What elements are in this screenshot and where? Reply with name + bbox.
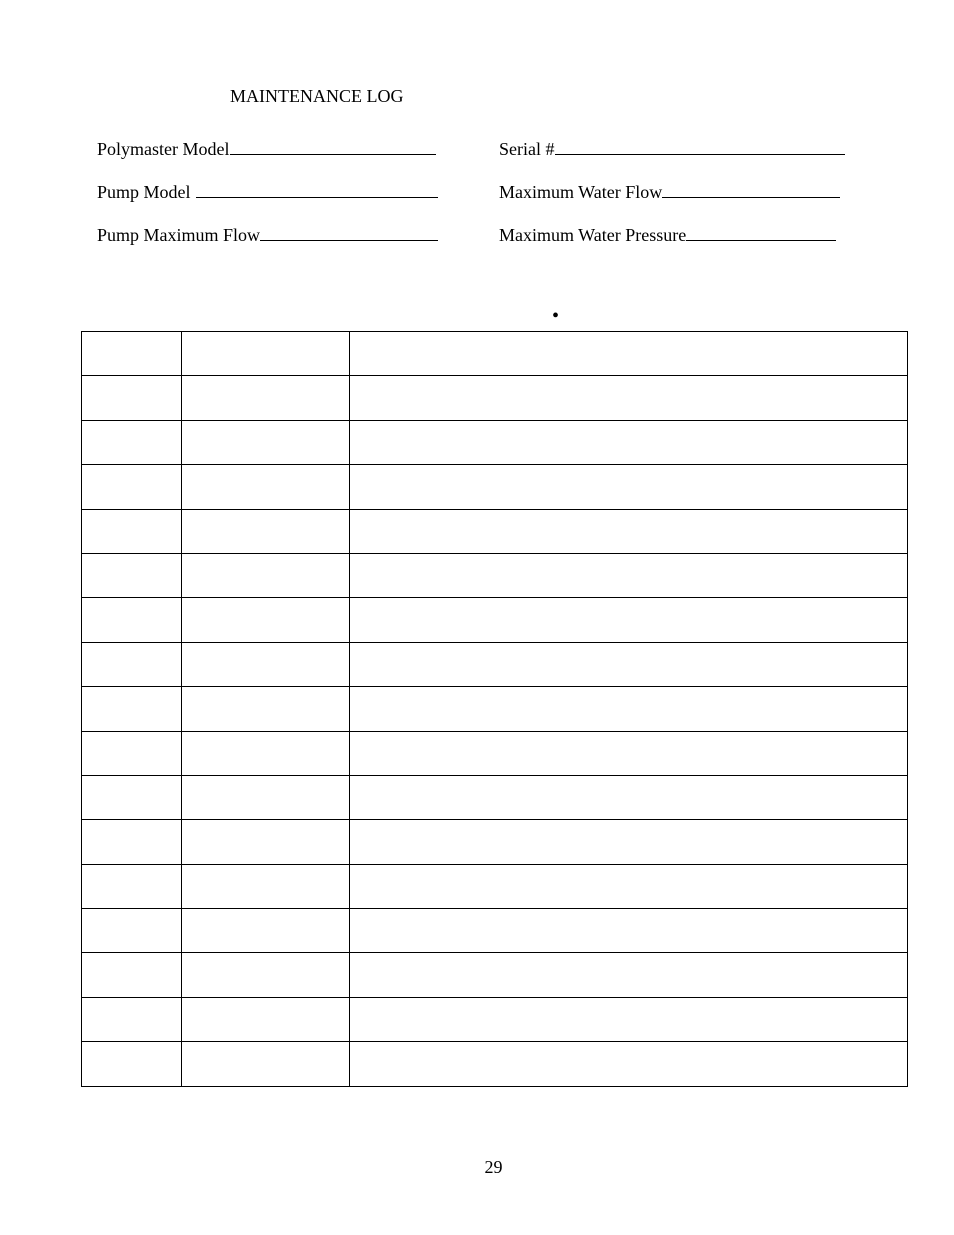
table-cell[interactable] (82, 509, 182, 553)
table-cell[interactable] (82, 332, 182, 376)
max-water-flow-label: Maximum Water Flow (499, 182, 663, 202)
pump-model-field[interactable] (97, 180, 438, 203)
table-cell[interactable] (182, 420, 350, 464)
table-cell[interactable] (182, 465, 350, 509)
pump-max-flow-blank[interactable] (260, 223, 438, 241)
max-water-pressure-field[interactable] (499, 223, 836, 246)
table-cell[interactable] (182, 953, 350, 997)
max-water-pressure-label: Maximum Water Pressure (499, 225, 687, 245)
max-water-pressure-blank[interactable] (686, 223, 836, 241)
polymaster-model-blank[interactable] (230, 137, 436, 155)
table-cell[interactable] (182, 1042, 350, 1086)
table-cell[interactable] (182, 332, 350, 376)
table-cell[interactable] (182, 553, 350, 597)
table-cell[interactable] (82, 642, 182, 686)
table-cell[interactable] (82, 731, 182, 775)
table-row (82, 997, 908, 1041)
serial-number-field[interactable] (499, 137, 845, 160)
table-cell[interactable] (350, 598, 908, 642)
table-row (82, 642, 908, 686)
serial-number-label: Serial # (499, 139, 555, 159)
table-cell[interactable] (182, 598, 350, 642)
maintenance-log-table (81, 331, 908, 1087)
table-row (82, 687, 908, 731)
pump-max-flow-field[interactable] (97, 223, 438, 246)
table-cell[interactable] (182, 997, 350, 1041)
table-cell[interactable] (182, 864, 350, 908)
table-cell[interactable] (350, 687, 908, 731)
table-cell[interactable] (350, 775, 908, 819)
table-row (82, 953, 908, 997)
table-cell[interactable] (182, 642, 350, 686)
table-cell[interactable] (82, 909, 182, 953)
bullet-mark: • (552, 305, 560, 327)
table-cell[interactable] (350, 820, 908, 864)
table-cell[interactable] (82, 465, 182, 509)
table-cell[interactable] (82, 420, 182, 464)
table-row (82, 820, 908, 864)
table-cell[interactable] (82, 820, 182, 864)
table-row (82, 376, 908, 420)
table-cell[interactable] (350, 332, 908, 376)
maintenance-log-body (82, 332, 908, 1087)
table-cell[interactable] (350, 909, 908, 953)
table-cell[interactable] (350, 553, 908, 597)
table-row (82, 598, 908, 642)
table-cell[interactable] (82, 376, 182, 420)
table-cell[interactable] (182, 731, 350, 775)
pump-max-flow-label: Pump Maximum Flow (97, 225, 261, 245)
table-cell[interactable] (82, 997, 182, 1041)
table-cell[interactable] (82, 953, 182, 997)
table-row (82, 909, 908, 953)
table-cell[interactable] (82, 864, 182, 908)
table-cell[interactable] (350, 864, 908, 908)
polymaster-model-field[interactable] (97, 137, 436, 160)
table-cell[interactable] (350, 376, 908, 420)
table-cell[interactable] (82, 553, 182, 597)
table-cell[interactable] (82, 1042, 182, 1086)
table-row (82, 420, 908, 464)
polymaster-model-label: Polymaster Model (97, 139, 230, 159)
page-number: 29 (484, 1157, 503, 1177)
table-row (82, 864, 908, 908)
table-cell[interactable] (350, 1042, 908, 1086)
table-row (82, 509, 908, 553)
pump-model-label: Pump Model (97, 182, 191, 202)
table-row (82, 332, 908, 376)
table-cell[interactable] (350, 642, 908, 686)
table-cell[interactable] (82, 598, 182, 642)
table-cell[interactable] (350, 953, 908, 997)
document-title: MAINTENANCE LOG (230, 86, 404, 106)
table-cell[interactable] (350, 420, 908, 464)
table-cell[interactable] (182, 509, 350, 553)
table-cell[interactable] (182, 376, 350, 420)
serial-number-blank[interactable] (555, 137, 845, 155)
table-cell[interactable] (182, 687, 350, 731)
table-cell[interactable] (182, 909, 350, 953)
table-cell[interactable] (350, 731, 908, 775)
pump-model-blank[interactable] (196, 180, 438, 198)
table-cell[interactable] (82, 687, 182, 731)
table-cell[interactable] (82, 775, 182, 819)
table-cell[interactable] (350, 465, 908, 509)
max-water-flow-field[interactable] (499, 180, 840, 203)
table-row (82, 553, 908, 597)
table-cell[interactable] (350, 509, 908, 553)
table-cell[interactable] (350, 997, 908, 1041)
table-row (82, 775, 908, 819)
max-water-flow-blank[interactable] (662, 180, 840, 198)
table-cell[interactable] (182, 775, 350, 819)
table-row (82, 731, 908, 775)
table-row (82, 1042, 908, 1086)
table-row (82, 465, 908, 509)
table-cell[interactable] (182, 820, 350, 864)
